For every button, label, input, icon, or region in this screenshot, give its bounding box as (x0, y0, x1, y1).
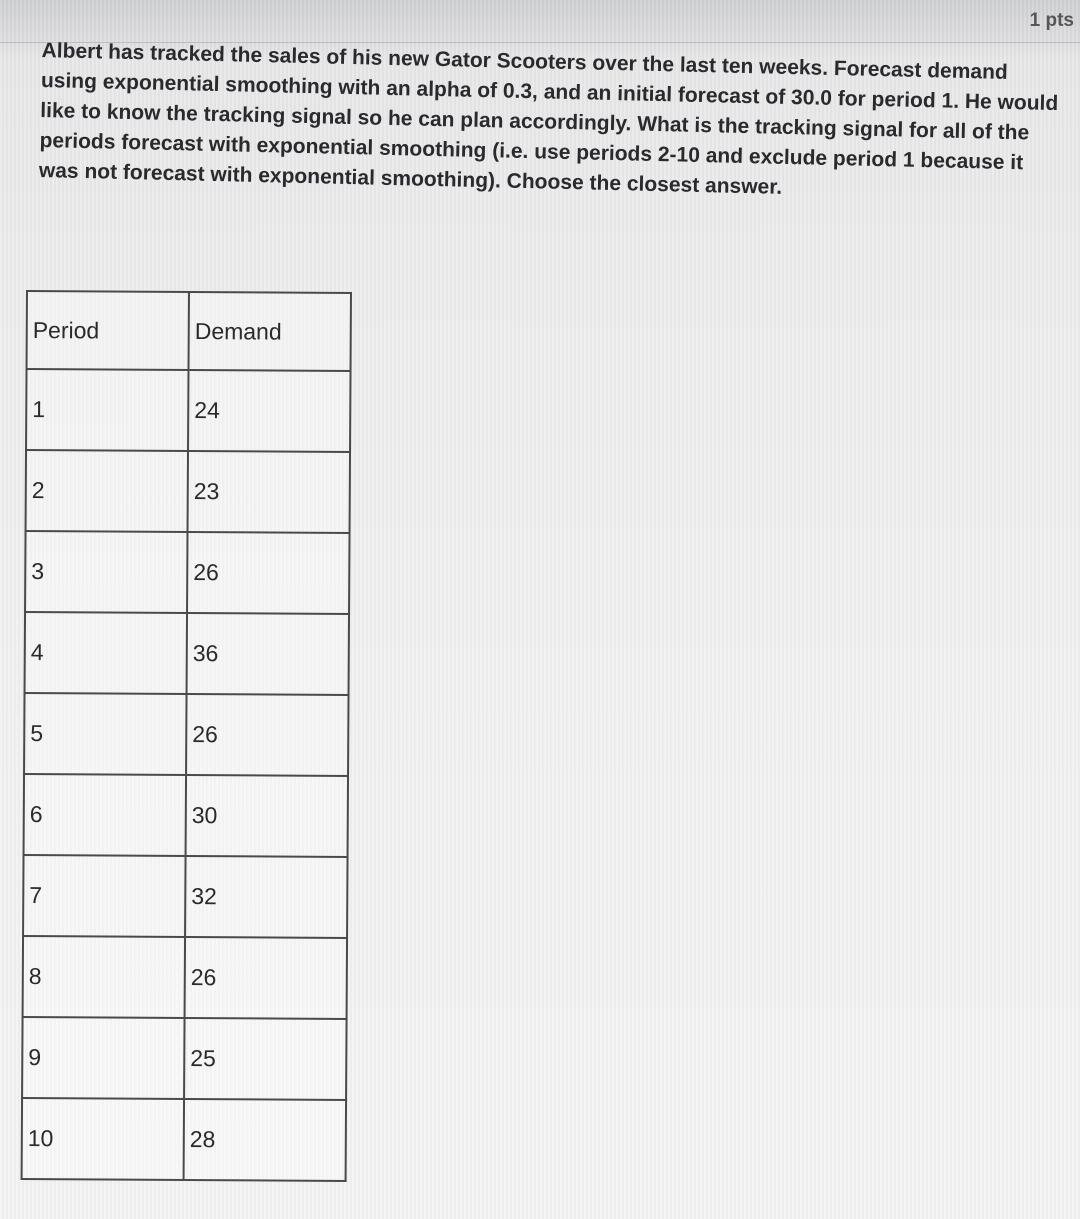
table-row (24, 774, 348, 857)
demand-table (21, 290, 352, 1182)
table-row (23, 936, 347, 1019)
table-row (25, 612, 349, 695)
table-row (23, 855, 347, 938)
demand-cell: 23 (188, 451, 350, 533)
demand-cell: 30 (186, 775, 348, 857)
demand-table-container (21, 290, 352, 1182)
period-cell: 2 (26, 450, 188, 532)
period-cell: 5 (24, 693, 186, 775)
demand-cell: 26 (187, 532, 349, 614)
table-row (26, 450, 350, 533)
period-column-header: Period (27, 291, 189, 370)
table-row (25, 531, 349, 614)
period-cell: 8 (23, 936, 185, 1018)
question-text: Albert has tracked the sales of his new Gator Scooters over the last ten weeks. Forecast demand using exponential smoothing with an alpha of 0.3, and an initial forecast of 30.0 for period 1. He would like to know the tracking signal so he can plan accordingly. What is the tracking signal for all of the periods forecast with exponential smoothing (i.e. use periods 2-10 and exclude period 1 because it was not forecast with exponential smoothing). Choose the closest answer. (38, 38, 1059, 199)
table-row (26, 369, 350, 452)
table-header-row (27, 291, 351, 371)
table-row (22, 1017, 346, 1100)
demand-column-header: Demand (189, 292, 351, 371)
demand-cell: 24 (188, 370, 350, 452)
demand-cell: 25 (184, 1018, 346, 1100)
period-cell: 1 (26, 369, 188, 451)
period-cell: 7 (23, 855, 185, 937)
question-header (0, 0, 1080, 43)
demand-cell: 36 (187, 613, 349, 695)
demand-cell: 26 (186, 694, 348, 776)
period-cell: 4 (25, 612, 187, 694)
table-row (24, 693, 348, 776)
period-cell: 10 (22, 1098, 184, 1180)
demand-cell: 32 (185, 856, 347, 938)
period-cell: 6 (24, 774, 186, 856)
table-row (22, 1098, 346, 1181)
period-cell: 3 (25, 531, 187, 613)
period-cell: 9 (22, 1017, 184, 1099)
demand-cell: 28 (184, 1099, 346, 1181)
demand-cell: 26 (185, 937, 347, 1019)
points-label: 1 pts (1029, 10, 1074, 31)
